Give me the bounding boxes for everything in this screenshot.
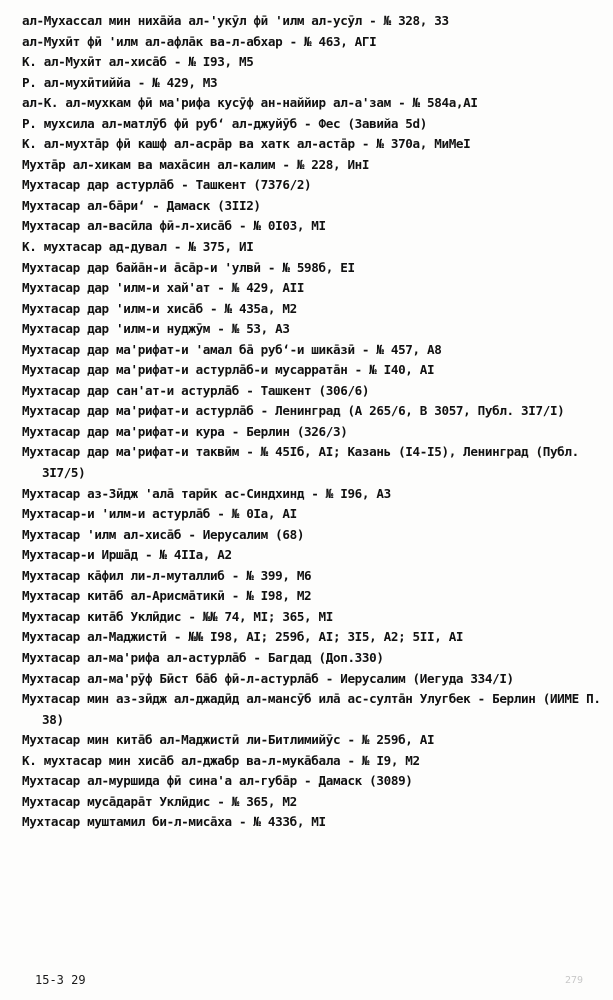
- index-entry: К. ал-Мухӣт ал-хисāб - № I93, М5: [22, 54, 254, 70]
- index-entry: К. мухтасар ад-дувал - № 375, ИI: [22, 239, 254, 255]
- index-entry: Мухтасар ал-васӣла фӣ-л-хисāб - № 0I03, МI: [22, 218, 326, 234]
- index-entry: Мухтасар ал-муршида фӣ сина'а ал-губāр - Дамаск (3089): [22, 773, 413, 789]
- index-entry: Мухтасар мин аз-зӣдж ал-джадӣд ал-мансӯб илā ас-султāн Улугбек - Берлин (ИИМЕ П. 38): [22, 691, 608, 727]
- index-entry: К. ал-мухтāр фӣ кашф ал-асрāр ва хатк ал-астāр - № 370а, МиМеI: [22, 136, 471, 152]
- index-entry: Мухтасар-и 'илм-и астурлāб - № 0Iа, АI: [22, 506, 297, 522]
- index-entry: Мухтасар дар 'илм-и хисāб - № 435а, М2: [22, 300, 297, 316]
- index-entry: Мухтасар 'илм ал-хисāб - Иерусалим (68): [22, 526, 305, 542]
- index-entry: Мухтасар дар ма'рифат-и кура - Берлин (326/3): [22, 423, 348, 439]
- index-entry: Мухтасар кāфил ли-л-муталлиб - № 399, М6: [22, 567, 312, 583]
- index-entry: Мухтасар китāб ал-Арисмāтикӣ - № I98, М2: [22, 588, 312, 604]
- index-entry: Мухтасар ал-Маджистӣ - №№ I98, АI; 259б, АI; 3I5, А2; 5II, АI: [22, 629, 464, 645]
- index-entry: Мухтасар дар 'илм-и нуджӯм - № 53, А3: [22, 321, 290, 337]
- index-entry: Мухтасар дар ма'рифат-и астурлāб - Ленинград (А 265/6, В 3057, Публ. 3I7/I): [22, 403, 565, 419]
- index-entry: Р. ал-мухӣтиййа - № 429, М3: [22, 74, 218, 90]
- index-entry: Мухтасар дар 'илм-и хай'ат - № 429, АII: [22, 280, 305, 296]
- index-entry: ал-Мухассал мин нихāйа ал-'укӯл фӣ 'илм ал-усӯл - № 328, 33: [22, 13, 449, 28]
- index-entry: ал-Мухӣт фӣ 'илм ал-афлāк ва-л-абхар - № 463, АГI: [22, 33, 377, 49]
- index-entry: Мухтасар мусāдарāт Уклӣдис - № 365, М2: [22, 793, 297, 809]
- index-entry: Мухтасар дар ма'рифат-и 'амал бā рубʻ-и шикāзӣ - № 457, А8: [22, 341, 442, 357]
- index-entry: Мухтасар ал-бāриʻ - Дамаск (3II2): [22, 197, 261, 213]
- index-entry: Мухтасар ал-ма'рифа ал-астурлāб - Багдад (Доп.330): [22, 649, 384, 665]
- index-entry: Мухтасар дар ма'рифат-и астурлāб-и мусарратāн - № I40, АI: [22, 362, 435, 378]
- index-entry: К. мухтасар мин хисāб ал-джабр ва-л-мукāбала - № I9, М2: [22, 752, 420, 768]
- index-entry: Мухтасар мин китāб ал-Маджистӣ ли-Битлимийӯс - № 259б, АI: [22, 732, 435, 748]
- index-entry: Р. мухсила ал-матлӯб фӣ рубʻ ал-джуйӯб - Фес (Завийа 5d): [22, 115, 427, 131]
- index-entry: Мухтасар дар байāн-и āсāр-и 'улвӣ - № 598б, ЕI: [22, 259, 355, 275]
- index-entry: Мухтāр ал-хикам ва махāсин ал-калим - № 228, ИнI: [22, 156, 370, 172]
- index-entry: Мухтасар ал-ма'рӯф Бӣст бāб фӣ-л-астурлāб - Иерусалим (Иегуда 334/I): [22, 670, 514, 686]
- index-entry: Мухтасар дар ма'рифат-и таквӣм - № 45Iб, АI; Казань (I4-I5), Ленинград (Публ. 3I7/5): [22, 444, 587, 481]
- index-entry: Мухтасар дар астурлāб - Ташкент (7376/2): [22, 177, 312, 193]
- index-entry: Мухтасар аз-Зӣдж 'алā тарӣк ас-Синдхинд - № I96, А3: [22, 485, 391, 501]
- index-entry: Мухтасар муштамил би-л-мисāха - № 433б, МI: [22, 814, 326, 830]
- index-entry: Мухтасар китāб Уклӣдис - №№ 74, МI; 365, МI: [22, 608, 333, 624]
- page-number: 279: [565, 975, 584, 986]
- index-entry: Мухтасар дар сан'ат-и астурлāб - Ташкент (306/6): [22, 382, 370, 398]
- index-entry-list: [22, 11, 607, 833]
- index-entry: ал-К. ал-мухкам фӣ ма'рифа кусӯф ан-наййир ал-а'зам - № 584а,АI: [22, 95, 478, 111]
- print-code: 15-3 29: [35, 973, 86, 987]
- index-entry: Мухтасар-и Иршāд - № 4IIа, А2: [22, 547, 232, 563]
